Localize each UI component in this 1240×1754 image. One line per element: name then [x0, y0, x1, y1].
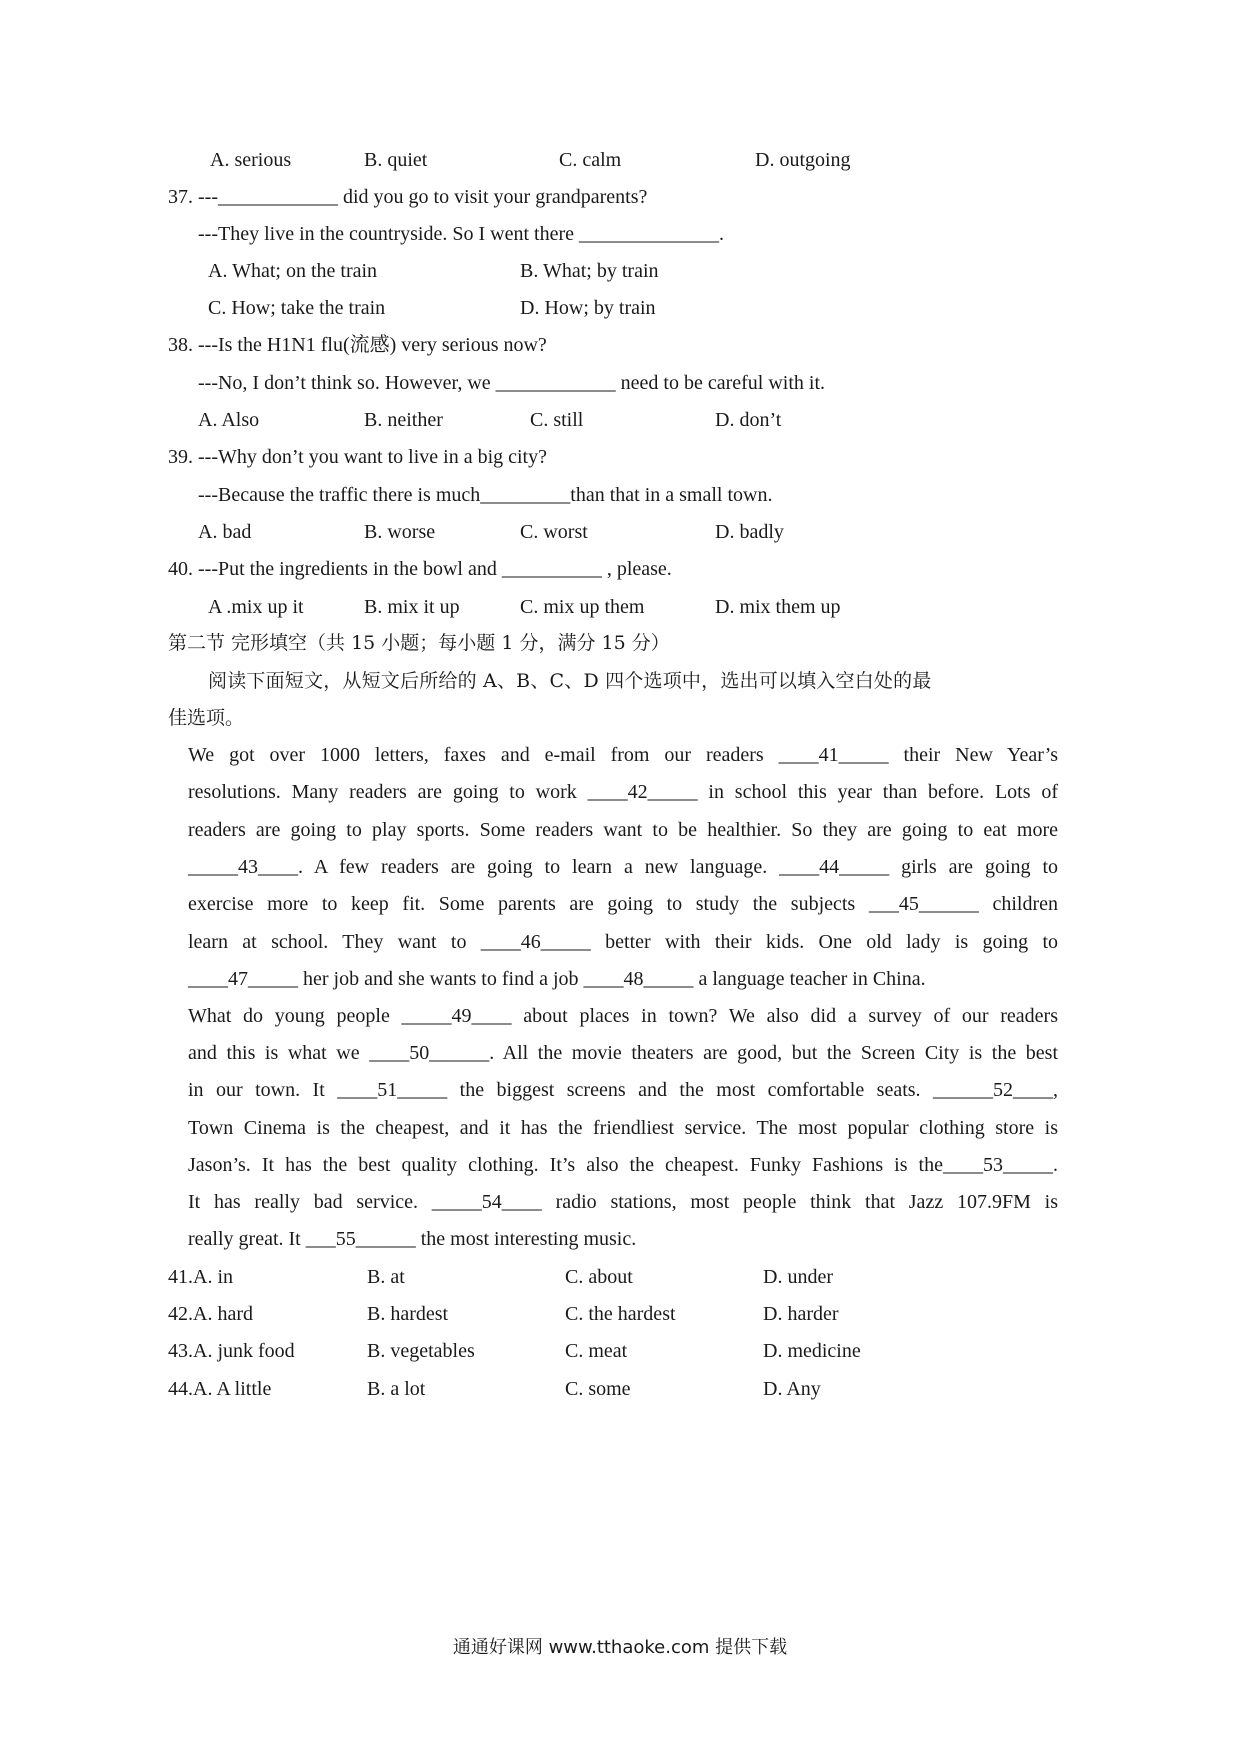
passage-line: _____43____. A few readers are going to learn a new language. ____44_____ girls are going to — [188, 856, 1058, 878]
q43-option-a: 43.A. junk food — [168, 1340, 295, 1362]
q41-option-a: 41.A. in — [168, 1266, 233, 1288]
q43-option-d: D. medicine — [763, 1340, 861, 1362]
passage-line: Jason’s. It has the best quality clothing. It’s also the cheapest. Funky Fashions is the____53_____. — [188, 1154, 1058, 1176]
q39-answer: ---Because the traffic there is much_________than that in a small town. — [198, 484, 773, 506]
option-a: A. serious — [210, 149, 292, 171]
passage-line: exercise more to keep fit. Some parents are going to study the subjects ___45______ children — [188, 893, 1058, 915]
passage-line: What do young people _____49____ about places in town? We also did a survey of our readers — [188, 1005, 1058, 1027]
q42-option-a: 42.A. hard — [168, 1303, 253, 1325]
passage-line: Town Cinema is the cheapest, and it has the friendliest service. The most popular clothing store is — [188, 1117, 1058, 1139]
page-footer: 通通好课网 www.tthaoke.com 提供下载 — [452, 1637, 788, 1658]
q44-option-b: B. a lot — [367, 1378, 426, 1400]
passage-line: really great. It ___55______ the most interesting music. — [188, 1228, 637, 1250]
q38-answer: ---No, I don’t think so. However, we ____________ need to be careful with it. — [198, 372, 826, 394]
q37-option-a: A. What; on the train — [208, 260, 378, 282]
q37-question: 37. ---____________ did you go to visit your grandparents? — [168, 186, 648, 208]
q37-option-d: D. How; by train — [520, 297, 656, 319]
q37-option-b: B. What; by train — [520, 260, 659, 282]
q38-option-c: C. still — [530, 409, 584, 431]
q40-question: 40. ---Put the ingredients in the bowl and __________ , please. — [168, 558, 672, 580]
q40-option-d: D. mix them up — [715, 596, 841, 618]
q37-option-c: C. How; take the train — [208, 297, 386, 319]
q41-option-b: B. at — [367, 1266, 405, 1288]
q41-option-c: C. about — [565, 1266, 633, 1288]
section-instruction: 阅读下面短文，从短文后所给的 A、B、C、D 四个选项中，选出可以填入空白处的最 — [208, 670, 932, 692]
passage-line: We got over 1000 letters, faxes and e-mail from our readers ____41_____ their New Year’s — [188, 744, 1058, 766]
q39-option-d: D. badly — [715, 521, 784, 543]
q40-option-c: C. mix up them — [520, 596, 645, 618]
option-c: C. calm — [559, 149, 622, 171]
q44-option-d: D. Any — [763, 1378, 821, 1400]
q40-option-a: A .mix up it — [208, 596, 304, 618]
q44-option-c: C. some — [565, 1378, 631, 1400]
q42-option-d: D. harder — [763, 1303, 839, 1325]
section-instruction-cont: 佳选项。 — [168, 707, 245, 729]
section-heading: 第二节 完形填空（共 15 小题；每小题 1 分，满分 15 分） — [168, 632, 670, 654]
q44-option-a: 44.A. A little — [168, 1378, 272, 1400]
q38-option-b: B. neither — [364, 409, 443, 431]
q43-option-c: C. meat — [565, 1340, 628, 1362]
option-d: D. outgoing — [755, 149, 851, 171]
q37-answer: ---They live in the countryside. So I went there ______________. — [198, 223, 724, 245]
q39-option-c: C. worst — [520, 521, 588, 543]
q39-option-b: B. worse — [364, 521, 436, 543]
passage-line: learn at school. They want to ____46_____ better with their kids. One old lady is going to — [188, 931, 1058, 953]
q40-option-b: B. mix it up — [364, 596, 460, 618]
q38-question: 38. ---Is the H1N1 flu(流感) very serious now? — [168, 334, 547, 356]
q42-option-b: B. hardest — [367, 1303, 449, 1325]
option-b: B. quiet — [364, 149, 428, 171]
q39-question: 39. ---Why don’t you want to live in a big city? — [168, 446, 547, 468]
q42-option-c: C. the hardest — [565, 1303, 676, 1325]
passage-line: readers are going to play sports. Some readers want to be healthier. So they are going to eat more — [188, 819, 1058, 841]
passage-line: and this is what we ____50______. All the movie theaters are good, but the Screen City is the best — [188, 1042, 1058, 1064]
q38-option-d: D. don’t — [715, 409, 782, 431]
passage-line: resolutions. Many readers are going to work ____42_____ in school this year than before. Lots of — [188, 781, 1058, 803]
passage-line: It has really bad service. _____54____ radio stations, most people think that Jazz 107.9FM is — [188, 1191, 1058, 1213]
passage-line: ____47_____ her job and she wants to find a job ____48_____ a language teacher in China. — [188, 968, 926, 990]
passage-line: in our town. It ____51_____ the biggest screens and the most comfortable seats. ______52____, — [188, 1079, 1058, 1101]
q41-option-d: D. under — [763, 1266, 833, 1288]
q43-option-b: B. vegetables — [367, 1340, 475, 1362]
q38-option-a: A. Also — [198, 409, 260, 431]
q39-option-a: A. bad — [198, 521, 252, 543]
